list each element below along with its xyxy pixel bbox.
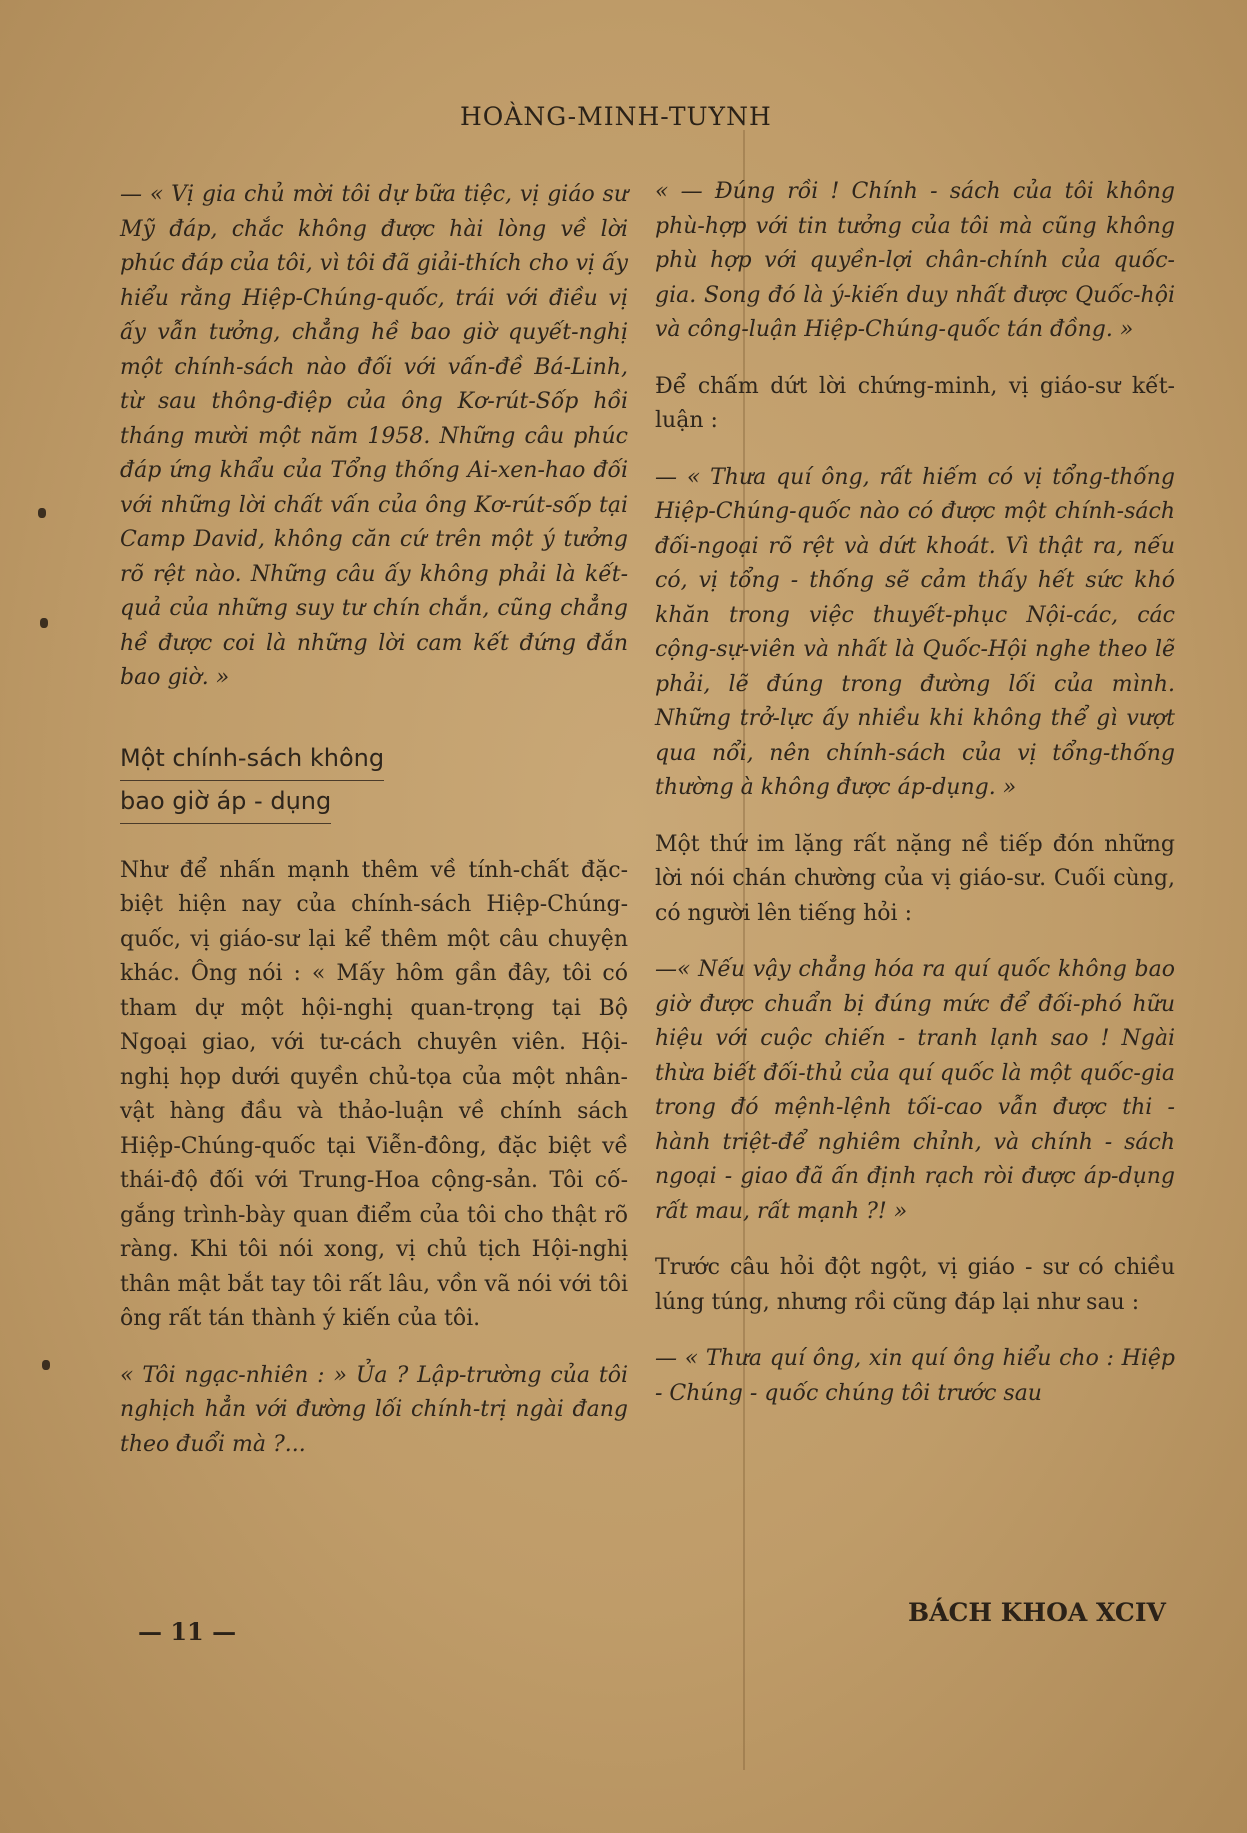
- left-column: [120, 178, 628, 1484]
- paragraph: Trước câu hỏi đột ngột, vị giáo - sư có chiều lúng túng, nhưng rồi cũng đáp lại như sau :: [655, 1255, 1175, 1315]
- paragraph: — « Thưa quí ông, xin quí ông hiểu cho : Hiệp - Chúng - quốc chúng tôi trước sau: [655, 1346, 1175, 1406]
- paragraph: « — Đúng rồi ! Chính - sách của tôi không phù-hợp với tin tưởng của tôi mà cũng không phù hợp với quyền-lợi chân-chính của quốc-gia. Song đó là ý-kiến duy nhất được Quốc-hội và công-luận Hiệp-Chúng-quốc tán đồng. »: [655, 179, 1175, 342]
- paragraph: —« Nếu vậy chẳng hóa ra quí quốc không bao giờ được chuẩn bị đúng mức để đối-phó hữu hiệu với cuộc chiến - tranh lạnh sao ! Ngài thừa biết đối-thủ của quí quốc là một quốc-gia trong đó mệnh-lệnh tối-cao vẫn được thi - hành triệt-để nghiêm chỉnh, và chính - sách ngoại - giao đã ấn định rạch ròi được áp-dụng rất mau, rất mạnh ?! »: [655, 957, 1175, 1224]
- publication-footer: BÁCH KHOA XCIV: [908, 1598, 1166, 1627]
- running-header: HOÀNG-MINH-TUYNH: [460, 102, 772, 131]
- section-heading: [120, 738, 628, 824]
- section-heading-line1: Một chính-sách không: [120, 738, 384, 781]
- page-number: — 11 —: [138, 1617, 237, 1646]
- ink-spot: [42, 1360, 50, 1370]
- paragraph: Một thứ im lặng rất nặng nề tiếp đón những lời nói chán chường của vị giáo-sư. Cuối cùng, có người lên tiếng hỏi :: [655, 831, 1175, 926]
- paragraph: « Tôi ngạc-nhiên : » Ủa ? Lập-trường của tôi nghịch hẳn với đường lối chính-trị ngài đang theo đuổi mà ?...: [120, 1362, 628, 1457]
- paragraph: — « Vị gia chủ mời tôi dự bữa tiệc, vị giáo sư Mỹ đáp, chắc không được hài lòng về lời phúc đáp của tôi, vì tôi đã giải-thích cho vị ấy hiểu rằng Hiệp-Chúng-quốc, trái với điều vị ấy vẫn tưởng, chẳng hề bao giờ quyết-nghị một chính-sách nào đối với vấn-đề Bá-Linh, từ sau thông-điệp của ông Kơ-rút-Sốp hồi tháng mười một năm 1958. Những câu phúc đáp ứng khẩu của Tổng thống Ai-xen-hao đối với những lời chất vấn của ông Kơ-rút-sốp tại Camp David, không căn cứ trên một ý tưởng rõ rệt nào. Những câu ấy không phải là kết-quả của những suy tư chín chắn, cũng chẳng hề được coi là những lời cam kết đứng đắn bao giờ. »: [120, 182, 628, 690]
- paragraph: Để chấm dứt lời chứng-minh, vị giáo-sư kết-luận :: [655, 373, 1175, 433]
- ink-spot: [40, 618, 48, 628]
- paragraph: — « Thưa quí ông, rất hiếm có vị tổng-thống Hiệp-Chúng-quốc nào có được một chính-sách đối-ngoại rõ rệt và dứt khoát. Vì thật ra, nếu có, vị tổng - thống sẽ cảm thấy hết sức khó khăn trong việc thuyết-phục Nội-các, các cộng-sự-viên và nhất là Quốc-Hội nghe theo lẽ phải, lẽ đúng trong đường lối của mình. Những trở-lực ấy nhiều khi không thể gì vượt qua nổi, nên chính-sách của vị tổng-thống thường à không được áp-dụng. »: [655, 464, 1175, 800]
- section-heading-line2: bao giờ áp - dụng: [120, 781, 331, 824]
- ink-spot: [38, 508, 46, 518]
- right-column: [655, 175, 1175, 1433]
- paragraph: Như để nhấn mạnh thêm về tính-chất đặc-biệt hiện nay của chính-sách Hiệp-Chúng-quốc, vị giáo-sư lại kể thêm một câu chuyện khác. Ông nói : « Mấy hôm gần đây, tôi có tham dự một hội-nghị quan-trọng tại Bộ Ngoại giao, với tư-cách chuyên viên. Hội-nghị họp dưới quyền chủ-tọa của một nhân-vật hàng đầu và thảo-luận về chính sách Hiệp-Chúng-quốc tại Viễn-đông, đặc biệt về thái-độ đối với Trung-Hoa cộng-sản. Tôi cố-gắng trình-bày quan điểm của tôi cho thật rõ ràng. Khi tôi nói xong, vị chủ tịch Hội-nghị thân mật bắt tay tôi rất lâu, vồn vã nói với tôi ông rất tán thành ý kiến của tôi.: [120, 857, 628, 1331]
